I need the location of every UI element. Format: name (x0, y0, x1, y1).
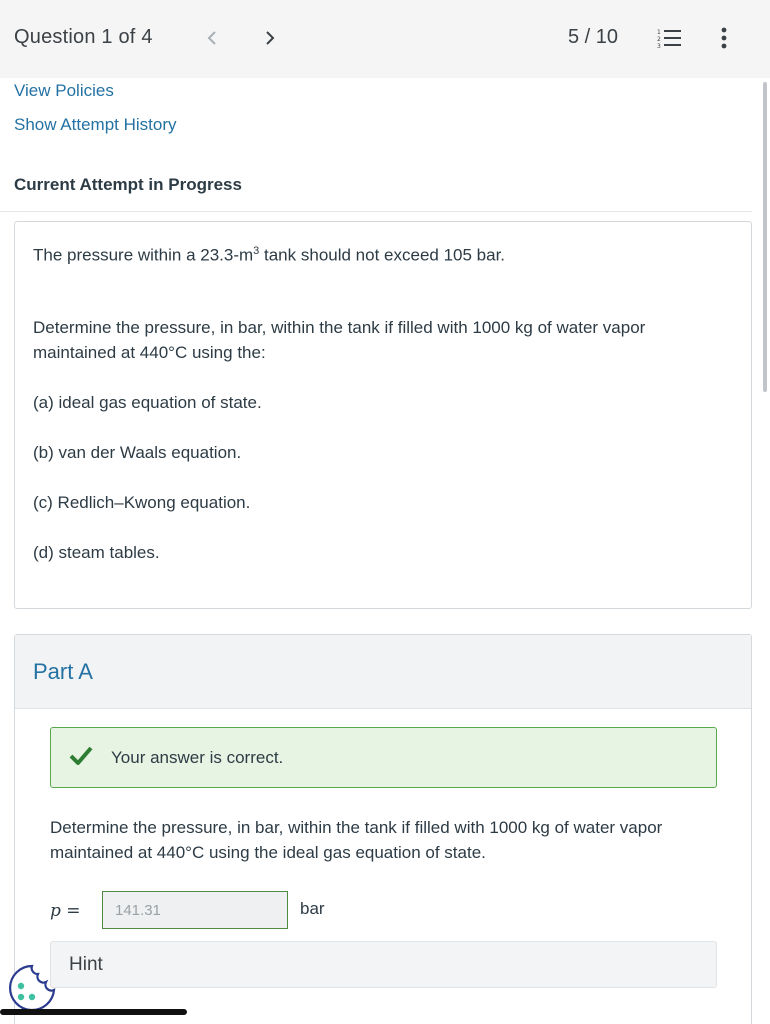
svg-text:2: 2 (657, 36, 661, 43)
cookie-settings-icon[interactable] (8, 964, 56, 1012)
svg-text:1: 1 (657, 29, 661, 36)
problem-intro-exponent: 3 (253, 245, 260, 257)
question-nav-bar (0, 0, 770, 78)
checkmark-icon (69, 745, 93, 767)
correct-feedback-banner (50, 727, 717, 788)
answer-unit: bar (300, 899, 325, 918)
view-policies-link[interactable]: View Policies (14, 81, 114, 100)
chevron-left-icon[interactable] (201, 26, 223, 50)
svg-text:3: 3 (657, 43, 661, 50)
hint-label: Hint (69, 954, 103, 975)
question-counter: Question 1 of 4 (14, 26, 153, 48)
correct-feedback-text: Your answer is correct. (111, 748, 284, 767)
problem-item-c: (c) Redlich–Kwong equation. (33, 493, 251, 512)
show-attempt-history-link[interactable]: Show Attempt History (14, 115, 177, 134)
answer-variable-label (50, 901, 81, 921)
answer-equals: = (60, 901, 81, 921)
problem-item-d: (d) steam tables. (33, 543, 160, 562)
home-indicator (0, 1009, 187, 1015)
attempt-links-section (0, 78, 752, 212)
problem-intro (33, 239, 723, 268)
problem-intro-end: tank should not exceed 105 bar. (259, 245, 506, 265)
chevron-right-icon[interactable] (259, 26, 281, 50)
part-a-header (15, 635, 751, 709)
kebab-menu-icon[interactable] (713, 26, 735, 50)
scrollbar-thumb[interactable] (763, 82, 767, 392)
part-a-title: Part A (33, 659, 93, 684)
problem-determine: Determine the pressure, in bar, within the tank if filled with 1000 kg of water vapor maintained at 440°C using the: (33, 318, 646, 362)
part-a-question: Determine the pressure, in bar, within the tank if filled with 1000 kg of water vapor maintained at 440°C using the ideal gas equation of state. (50, 818, 663, 862)
answer-variable: p (50, 901, 61, 921)
answer-input[interactable] (102, 891, 288, 929)
problem-intro-start: The pressure within a 23.3-m (33, 245, 254, 265)
problem-statement (14, 221, 752, 609)
part-a-panel (14, 634, 752, 1024)
numbered-list-icon[interactable] (655, 26, 683, 50)
hint-button[interactable] (50, 941, 717, 988)
current-attempt-heading: Current Attempt in Progress (14, 175, 242, 194)
problem-item-a: (a) ideal gas equation of state. (33, 393, 262, 412)
score-display: 5 / 10 (568, 26, 619, 48)
problem-item-b: (b) van der Waals equation. (33, 443, 242, 462)
